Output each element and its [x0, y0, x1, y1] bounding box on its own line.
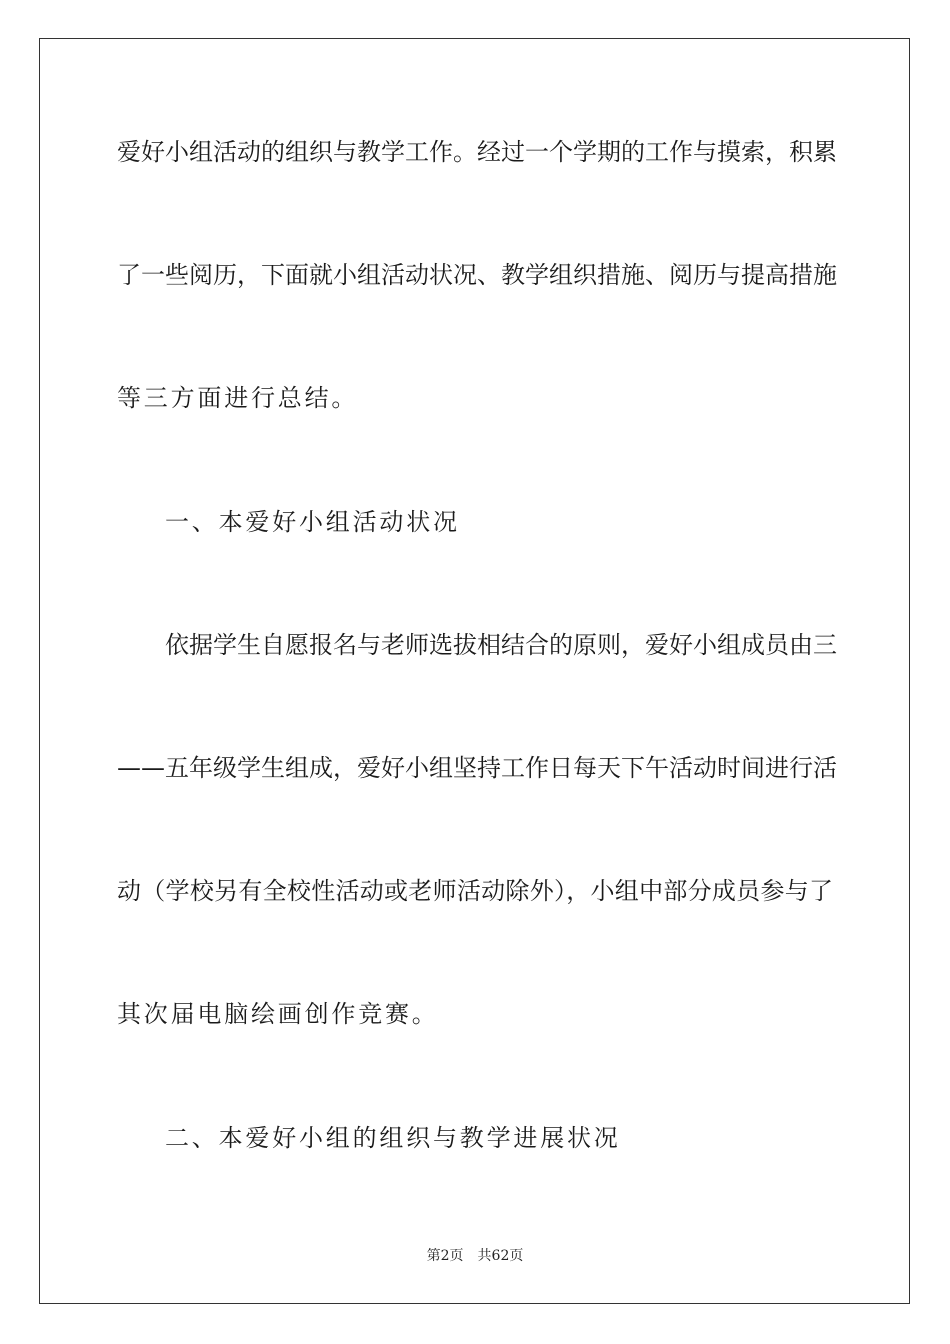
page-number-total: 共62页 [477, 1248, 524, 1264]
body-paragraph-line: 了一些阅历，下面就小组活动状况、教学组织措施、阅历与提高措施 [117, 261, 837, 289]
page-border [39, 38, 910, 1304]
page-footer [0, 1247, 950, 1265]
body-paragraph-line: 依据学生自愿报名与老师选拔相结合的原则，爱好小组成员由三 [165, 631, 837, 659]
body-paragraph-line: 动（学校另有全校性活动或老师活动除外），小组中部分成员参与了 [117, 877, 833, 905]
body-paragraph-line: ——五年级学生组成，爱好小组坚持工作日每天下午活动时间进行活 [117, 754, 837, 782]
section-heading: 一、本爱好小组活动状况 [165, 508, 460, 536]
body-paragraph-line: 其次届电脑绘画创作竞赛。 [117, 1000, 439, 1028]
body-paragraph-line: 爱好小组活动的组织与教学工作。经过一个学期的工作与摸索，积累 [117, 138, 837, 166]
page-number-current: 第2页 [426, 1248, 464, 1264]
body-paragraph-line: 等三方面进行总结。 [117, 384, 359, 412]
section-heading: 二、本爱好小组的组织与教学进展状况 [165, 1124, 621, 1152]
